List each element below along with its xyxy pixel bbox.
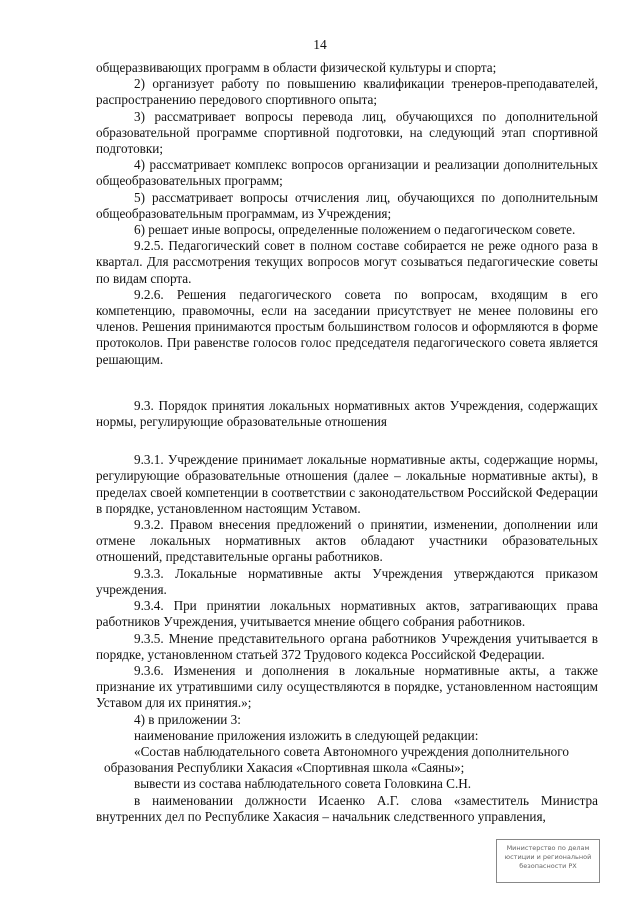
section-heading-9-3: 9.3. Порядок принятия локальных нормативных актов Учреждения, содержащих нормы, регулирующие образовательные отношения (96, 397, 598, 430)
stamp-line-3: безопасности РХ (519, 862, 577, 870)
amendment-position-title: в наименовании должности Исаенко А.Г. слова «заместитель Министра внутренних дел по Республике Хакасия – начальник следственного управления, (96, 792, 598, 824)
list-item-6: 6) решает иные вопросы, определенные положением о педагогическом совете. (134, 222, 576, 238)
page-number: 14 (313, 37, 327, 52)
clause-9-2-6: 9.2.6. Решения педагогического совета по вопросам, входящим в его компетенцию, правомочны, если на заседании присутствует не менее половины его членов. Решения принимаются простым большинством голосов и оформляются в форме протоколов. При равенстве голосов голос председателя педагогического совета является решающим. (96, 286, 598, 367)
paragraph-continuation: общеразвивающих программ в области физической культуры и спорта; (96, 60, 497, 75)
list-item-2: 2) организует работу по повышению квалификации тренеров-преподавателей, распространению передового спортивного опыта; (96, 76, 598, 108)
registration-stamp (496, 839, 600, 883)
stamp-line-2: юстиции и региональной (504, 853, 592, 861)
list-item-5: 5) рассматривает вопросы отчисления лиц, обучающихся по дополнительным общеобразовательным программам, из Учреждения; (96, 189, 598, 221)
list-item-4: 4) рассматривает комплекс вопросов организации и реализации дополнительных общеобразовательных программ; (96, 157, 598, 189)
appendix-title-line-1: «Состав наблюдательного совета Автономного учреждения дополнительного (134, 743, 569, 759)
amendment-instruction: наименование приложения изложить в следующей редакции: (134, 727, 479, 743)
clause-9-3-5: 9.3.5. Мнение представительного органа работников Учреждения учитывается в порядке, установленном статьей 372 Трудового кодекса Российской Федерации. (96, 630, 598, 662)
list-item-3: 3) рассматривает вопросы перевода лиц, обучающихся по дополнительной образовательной программе спортивной подготовки, на следующий этап спортивной подготовки; (96, 108, 598, 157)
clause-9-3-4: 9.3.4. При принятии локальных нормативных актов, затрагивающих права работников Учреждения, учитывается мнение общего собрания работников. (96, 598, 598, 630)
clause-9-3-3: 9.3.3. Локальные нормативные акты Учреждения утверждаются приказом учреждения. (96, 565, 598, 597)
clause-9-3-6: 9.3.6. Изменения и дополнения в локальные нормативные акты, а также признание их утратившими силу осуществляются в порядке, установленном настоящим Уставом для их принятия.»; (96, 662, 598, 711)
amendment-remove-member: вывести из состава наблюдательного совета Головкина С.Н. (134, 776, 472, 792)
appendix-title-line-2: образования Республики Хакасия «Спортивная школа «Саяны»; (104, 760, 465, 776)
clause-9-3-1: 9.3.1. Учреждение принимает локальные нормативные акты, содержащие нормы, регулирующие образовательные отношения (далее – локальные нормативные акты), в пределах своей компетенции в соответствии с законодательством Российской Федерации в порядке, установленном настоящим Уставом. (96, 452, 598, 516)
clause-9-2-5: 9.2.5. Педагогический совет в полном составе собирается не реже одного раза в квартал. Для рассмотрения текущих вопросов могут созываться педагогические советы по видам спорта. (96, 238, 598, 286)
stamp-line-1: Министерство по делам (506, 844, 590, 852)
amendment-item-4: 4) в приложении 3: (134, 711, 241, 727)
clause-9-3-2: 9.3.2. Правом внесения предложений о принятии, изменении, дополнении или отмене локальных нормативных актов обладают участники образовательных отношений, представительные органы работников. (96, 517, 598, 565)
document-body (96, 60, 598, 825)
